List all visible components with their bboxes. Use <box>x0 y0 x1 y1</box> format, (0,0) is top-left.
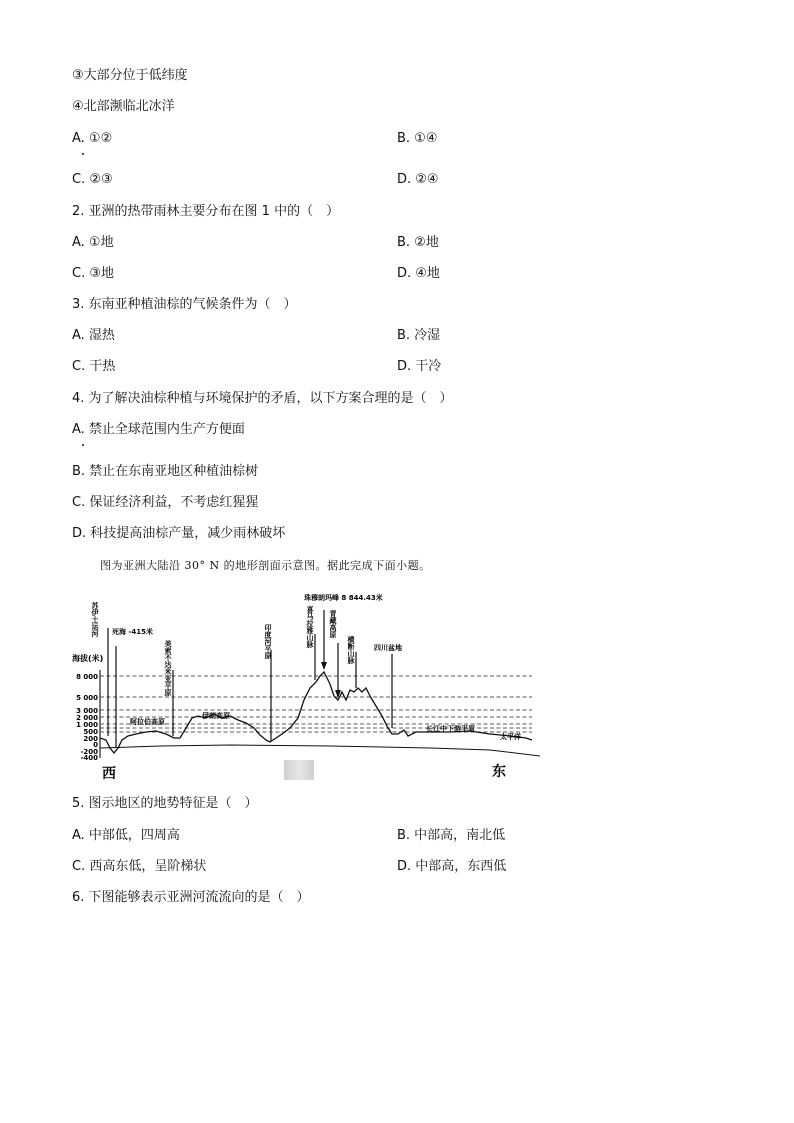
label-arabia: 阿拉伯高原 <box>130 718 165 726</box>
label-iran: 伊朗高原 <box>202 712 230 720</box>
q2-option-b: B. ②地 <box>397 235 439 250</box>
q5-option-d: D. 中部高，东西低 <box>397 859 507 874</box>
direction-east: 东 <box>492 764 506 780</box>
q1-option-c: C. ②③ <box>72 172 113 187</box>
q5-option-b: B. 中部高，南北低 <box>397 828 506 843</box>
q4-stem: 4. 为了解决油棕种植与环境保护的矛盾，以下方案合理的是（ ） <box>72 391 453 406</box>
tick-label: 8 000 <box>76 673 98 681</box>
label-mesopotamia: 美索不达米亚平原 <box>164 640 172 696</box>
stray-dot <box>82 153 84 155</box>
figure-caption: 图为亚洲大陆沿 30° N 的地形剖面示意图。据此完成下面小题。 <box>100 559 431 572</box>
tick-label: -400 <box>80 754 98 762</box>
tick-label: 2 000 <box>76 714 98 722</box>
stray-dot <box>82 444 84 446</box>
label-sichuan: 四川盆地 <box>374 644 402 652</box>
statement-4: ④北部濒临北冰洋 <box>72 99 175 114</box>
q4-option-b: B. 禁止在东南亚地区种植油棕树 <box>72 464 259 479</box>
q4-option-d: D. 科技提高油棕产量，减少雨林破坏 <box>72 526 286 541</box>
terrain-profile-figure <box>70 588 540 783</box>
q2-option-d: D. ④地 <box>397 266 440 281</box>
label-pacific: 太平洋 <box>500 733 521 741</box>
q3-option-a: A. 湿热 <box>72 328 115 343</box>
sea-level-line <box>100 745 540 756</box>
q2-option-a: A. ①地 <box>72 235 114 250</box>
label-himalaya: 喜马拉雅山脉 <box>306 606 314 648</box>
label-tibet: 青藏高原 <box>329 610 337 638</box>
q2-stem: 2. 亚洲的热带雨林主要分布在图 1 中的（ ） <box>72 204 340 219</box>
q3-option-b: B. 冷湿 <box>397 328 441 343</box>
q1-option-b: B. ①④ <box>397 131 438 146</box>
label-dead-sea: 死海 -415米 <box>112 628 153 636</box>
q1-option-a: A. ①② <box>72 131 113 146</box>
q6-stem: 6. 下图能够表示亚洲河流流向的是（ ） <box>72 890 310 905</box>
q5-stem: 5. 图示地区的地势特征是（ ） <box>72 796 258 811</box>
y-tick-labels <box>76 673 98 762</box>
statement-3: ③大部分位于低纬度 <box>72 68 188 83</box>
tick-label: 3 000 <box>76 707 98 715</box>
q4-option-a: A. 禁止全球范围内生产方便面 <box>72 422 245 437</box>
q3-option-c: C. 干热 <box>72 359 116 374</box>
blurred-mark <box>284 760 314 780</box>
q5-option-c: C. 西高东低，呈阶梯状 <box>72 859 207 874</box>
tick-label: 1 000 <box>76 721 98 729</box>
q3-stem: 3. 东南亚种植油棕的气候条件为（ ） <box>72 297 297 312</box>
tick-label: -200 <box>80 748 98 756</box>
tick-label: 200 <box>83 735 98 743</box>
label-yangtze: 长江中下游平原 <box>426 725 475 733</box>
direction-west: 西 <box>102 766 116 782</box>
q3-option-d: D. 干冷 <box>397 359 442 374</box>
q1-option-d: D. ②④ <box>397 172 439 187</box>
label-indus: 印度河平原 <box>264 624 272 659</box>
tick-label: 0 <box>93 741 98 749</box>
label-everest: 珠穆朗玛峰 8 844.43米 <box>304 594 383 602</box>
q4-option-c: C. 保证经济利益，不考虑红猩猩 <box>72 495 259 510</box>
y-axis-title: 海拔(米) <box>72 654 104 663</box>
tick-label: 5 000 <box>76 694 98 702</box>
label-suez: 苏伊士运河 <box>91 602 99 637</box>
q2-option-c: C. ③地 <box>72 266 114 281</box>
q5-option-a: A. 中部低，四周高 <box>72 828 180 843</box>
tick-label: 500 <box>83 728 98 736</box>
label-hengduan: 横断山脉 <box>347 636 355 664</box>
